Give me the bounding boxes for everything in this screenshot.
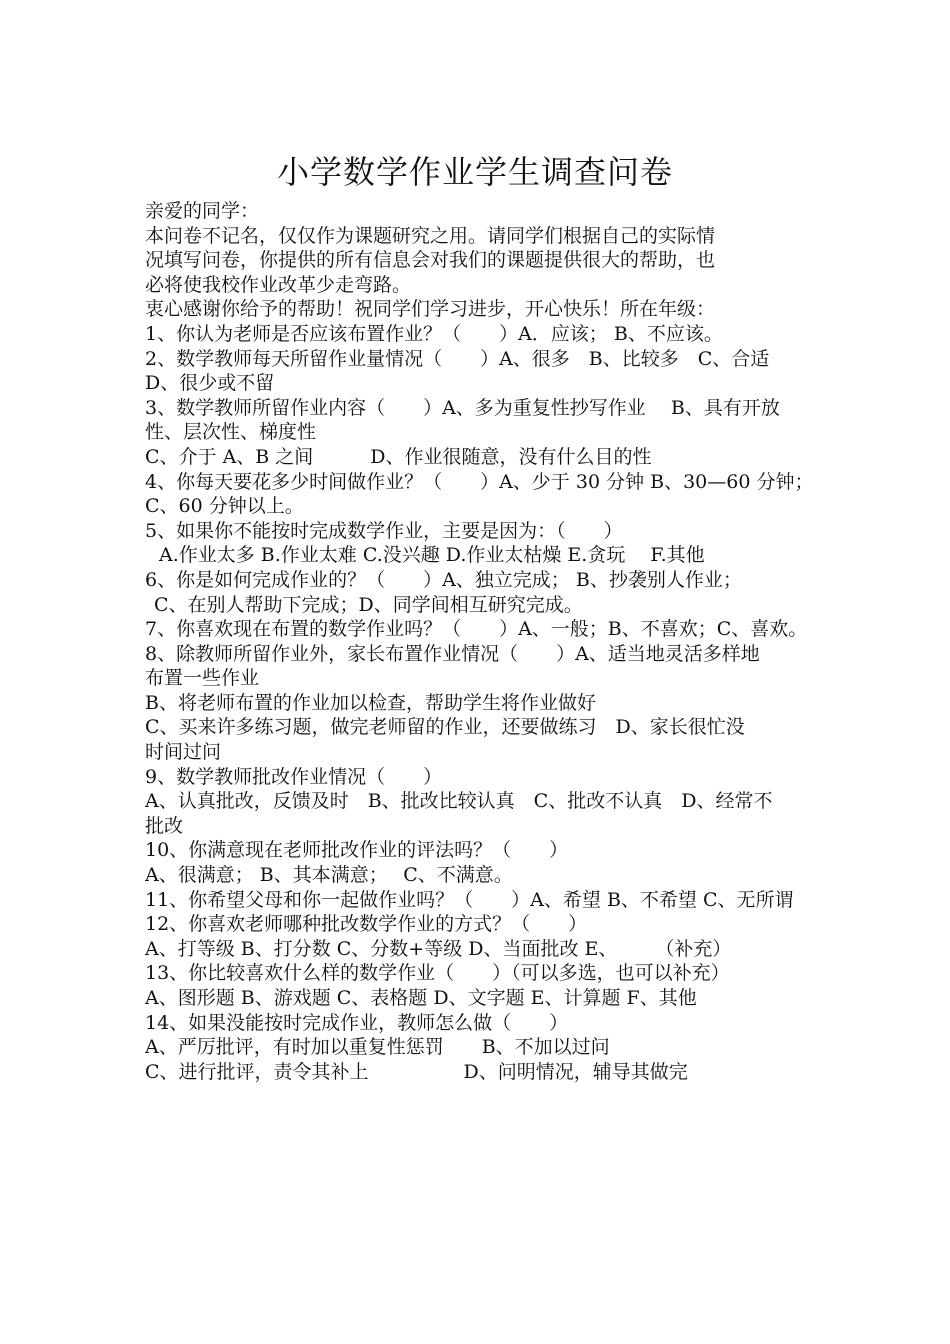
question-8-options: 布置一些作业 (145, 667, 260, 690)
question-13: 13、你比较喜欢什么样的数学作业（ ）（可以多选，也可以补充） (145, 962, 730, 985)
question-9-options: A、认真批改，反馈及时 B、批改比较认真 C、批改不认真 D、经常不 (145, 790, 773, 813)
question-8-options: B、将老师布置的作业加以检查，帮助学生将作业做好 (145, 691, 596, 714)
question-3-options: C、介于 A、B 之间 D、作业很随意，没有什么目的性 (145, 445, 652, 468)
question-10-options: A、很满意； B、其本满意； C、不满意。 (145, 864, 513, 887)
document-body (145, 199, 813, 1084)
question-6-options: C、在别人帮助下完成；D、同学间相互研究完成。 (154, 593, 583, 616)
question-10: 10、你满意现在老师批改作业的评法吗？（ ） (145, 839, 569, 862)
question-12: 12、你喜欢老师哪种批改数学作业的方式？（ ） (145, 913, 588, 936)
question-3-options: 性、层次性、梯度性 (145, 421, 317, 444)
question-7: 7、你喜欢现在布置的数学作业吗？（ ）A、一般；B、不喜欢；C、喜欢。 (145, 618, 808, 641)
question-2: 2、数学教师每天所留作业量情况（ ）A、很多 B、比较多 C、合适 (145, 347, 770, 370)
question-9-options: 批改 (145, 814, 184, 837)
question-4: 4、你每天要花多少时间做作业？（ ）A、少于 30 分钟 B、30—60 分钟； (145, 470, 813, 493)
thanks-line: 衷心感谢你给予的帮助！祝同学们学习进步，开心快乐！所在年级： (145, 298, 716, 321)
question-8-options: 时间过问 (145, 741, 222, 764)
question-12-options: A、打等级 B、打分数 C、分数+等级 D、当面批改 E、 （补充） (145, 937, 732, 960)
question-8-options: C、买来许多练习题，做完老师留的作业，还要做练习 D、家长很忙没 (145, 716, 745, 739)
intro-line: 必将使我校作业改革少走弯路。 (145, 273, 412, 296)
question-14-options: A、严厉批评，有时加以重复性惩罚 B、不加以过问 (145, 1036, 610, 1059)
intro-line: 况填写问卷，你提供的所有信息会对我们的课题提供很大的帮助，也 (145, 249, 716, 272)
question-14-options: C、进行批评，责令其补上 D、问明情况，辅导其做完 (145, 1060, 688, 1083)
question-8: 8、除教师所留作业外，家长布置作业情况（ ）A、适当地灵活多样地 (145, 642, 760, 665)
question-2-options: D、很少或不留 (145, 372, 275, 395)
question-13-options: A、图形题 B、游戏题 C、表格题 D、文字题 E、计算题 F、其他 (145, 987, 697, 1009)
question-4-options: C、60 分钟以上。 (145, 495, 304, 518)
intro-line: 本问卷不记名，仅仅作为课题研究之用。请同学们根据自己的实际情 (145, 224, 716, 247)
question-5: 5、如果你不能按时完成数学作业，主要是因为：（ ） (145, 519, 623, 542)
question-11: 11、你希望父母和你一起做作业吗？（ ）A、希望 B、不希望 C、无所谓 (145, 888, 794, 911)
question-1: 1、你认为老师是否应该布置作业？（ ）A．应该； B、不应该。 (145, 322, 723, 345)
question-3: 3、数学教师所留作业内容（ ）A、多为重复性抄写作业 B、具有开放 (145, 396, 780, 419)
document-title: 小学数学作业学生调查问卷 (276, 153, 673, 191)
question-6: 6、你是如何完成作业的？（ ）A、独立完成； B、抄袭别人作业； (145, 568, 742, 591)
greeting: 亲爱的同学： (145, 200, 260, 222)
question-14: 14、如果没能按时完成作业，教师怎么做（ ） (145, 1011, 569, 1034)
question-5-options: A.作业太多 B.作业太难 C.没兴趣 D.作业太枯燥 E.贪玩 F.其他 (159, 544, 705, 567)
question-9: 9、数学教师批改作业情况（ ） (145, 765, 443, 788)
